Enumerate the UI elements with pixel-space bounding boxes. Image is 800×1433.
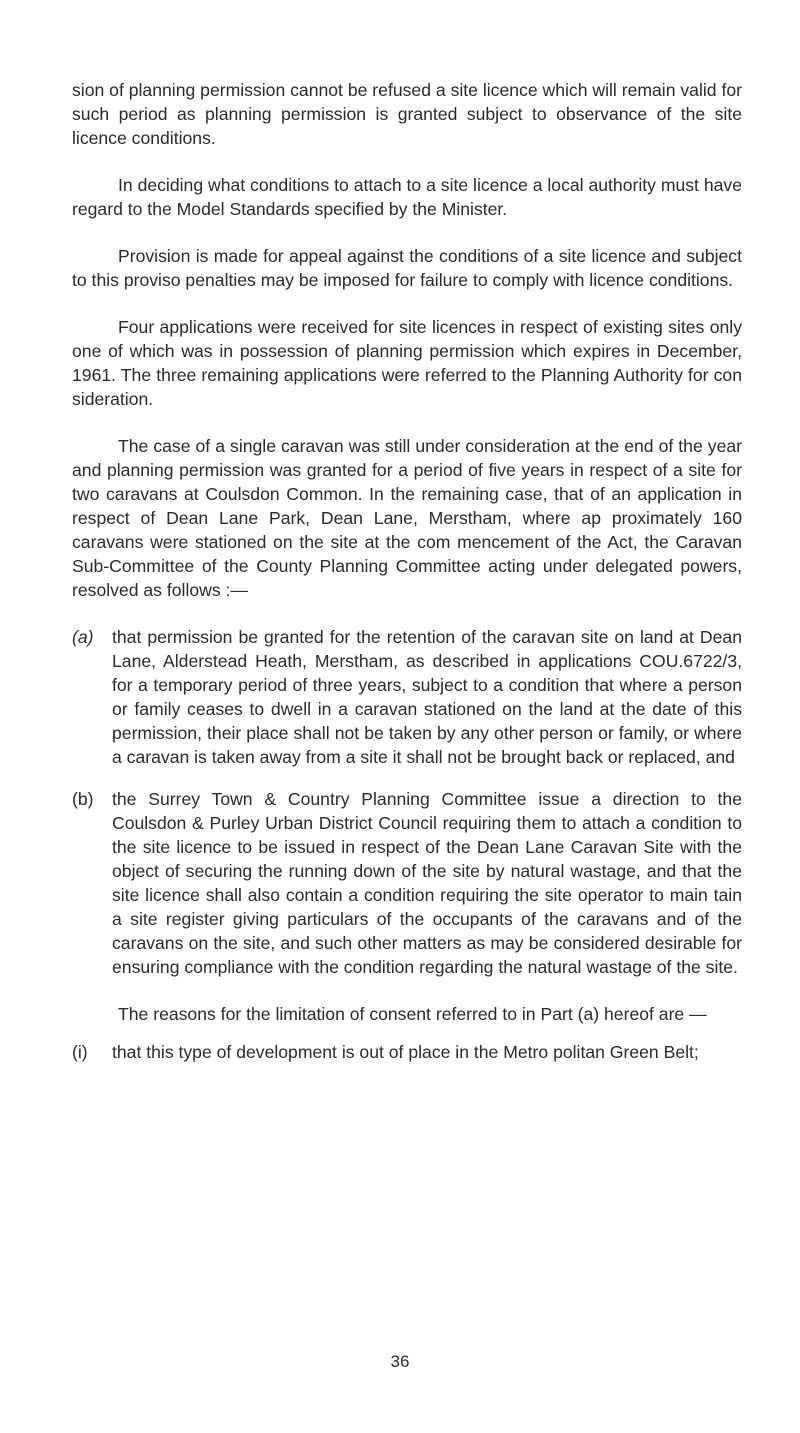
resolution-text: the Surrey Town & Country Planning Committee issue a direction to the Coulsdon & Purley Urban District Council requiring them to attach a condition to the site licence to be issued in respect of the Dean Lane Caravan Site with the object of securing the running down of the site by natural wastage, and that the site licence shall also contain a condition requiring the site operator to main tain a site register giving particulars of the occupants of the caravans and of the caravans on the site, and such other matters as may be considered desirable for ensuring compliance with the condition regarding the natural wastage of the site. bbox=[112, 789, 742, 977]
paragraph-continuation: sion of planning permission cannot be refused a site licence which will remain valid for such period as planning permission is granted subject to observance of the site licence conditions. bbox=[72, 80, 742, 148]
paragraph-applications: Four applications were received for site licences in respect of existing sites only one of which was in possession of planning permission which expires in December, 1961. The three remaining applications were referred to the Planning Authority for con sideration. bbox=[72, 317, 742, 409]
paragraph-appeal: Provision is made for appeal against the conditions of a site licence and subject to this proviso penalties may be imposed for failure to comply with licence conditions. bbox=[72, 246, 742, 290]
reason-item-i bbox=[72, 1040, 742, 1064]
reason-text: that this type of development is out of place in the Metro politan Green Belt; bbox=[112, 1042, 699, 1062]
resolution-label: (b) bbox=[72, 789, 94, 809]
paragraph-reasons-intro: The reasons for the limitation of consent referred to in Part (a) hereof are — bbox=[118, 1004, 707, 1024]
paragraph-single-caravan: The case of a single caravan was still under consideration at the end of the year and planning permission was granted for a period of five years in respect of a site for two caravans at Coulsdon Common. In the remaining case, that of an application in respect of Dean Lane Park, Dean Lane, Merstham, where ap proximately 160 caravans were stationed on the site at the com mencement of the Act, the Caravan Sub-Committee of the County Planning Committee acting under delegated powers, resolved as follows :— bbox=[72, 436, 742, 600]
resolution-item-b bbox=[72, 787, 742, 979]
resolution-label: (a) bbox=[72, 627, 94, 647]
page-number: 36 bbox=[390, 1352, 410, 1371]
resolution-text: that permission be granted for the retention of the caravan site on land at Dean Lane, Alderstead Heath, Merstham, as described in applications COU.6722/3, for a temporary period of three years, subject to a condition that where a person or family ceases to dwell in a caravan stationed on the land at the date of this permission, their place shall not be taken by any other person or family, or where a caravan is taken away from a site it shall not be brought back or replaced, and bbox=[112, 627, 742, 767]
reason-label: (i) bbox=[72, 1042, 88, 1062]
document-page bbox=[72, 78, 742, 1082]
paragraph-conditions: In deciding what conditions to attach to a site licence a local authority must have regard to the Model Standards specified by the Minister. bbox=[72, 175, 742, 219]
resolution-item-a bbox=[72, 625, 742, 769]
